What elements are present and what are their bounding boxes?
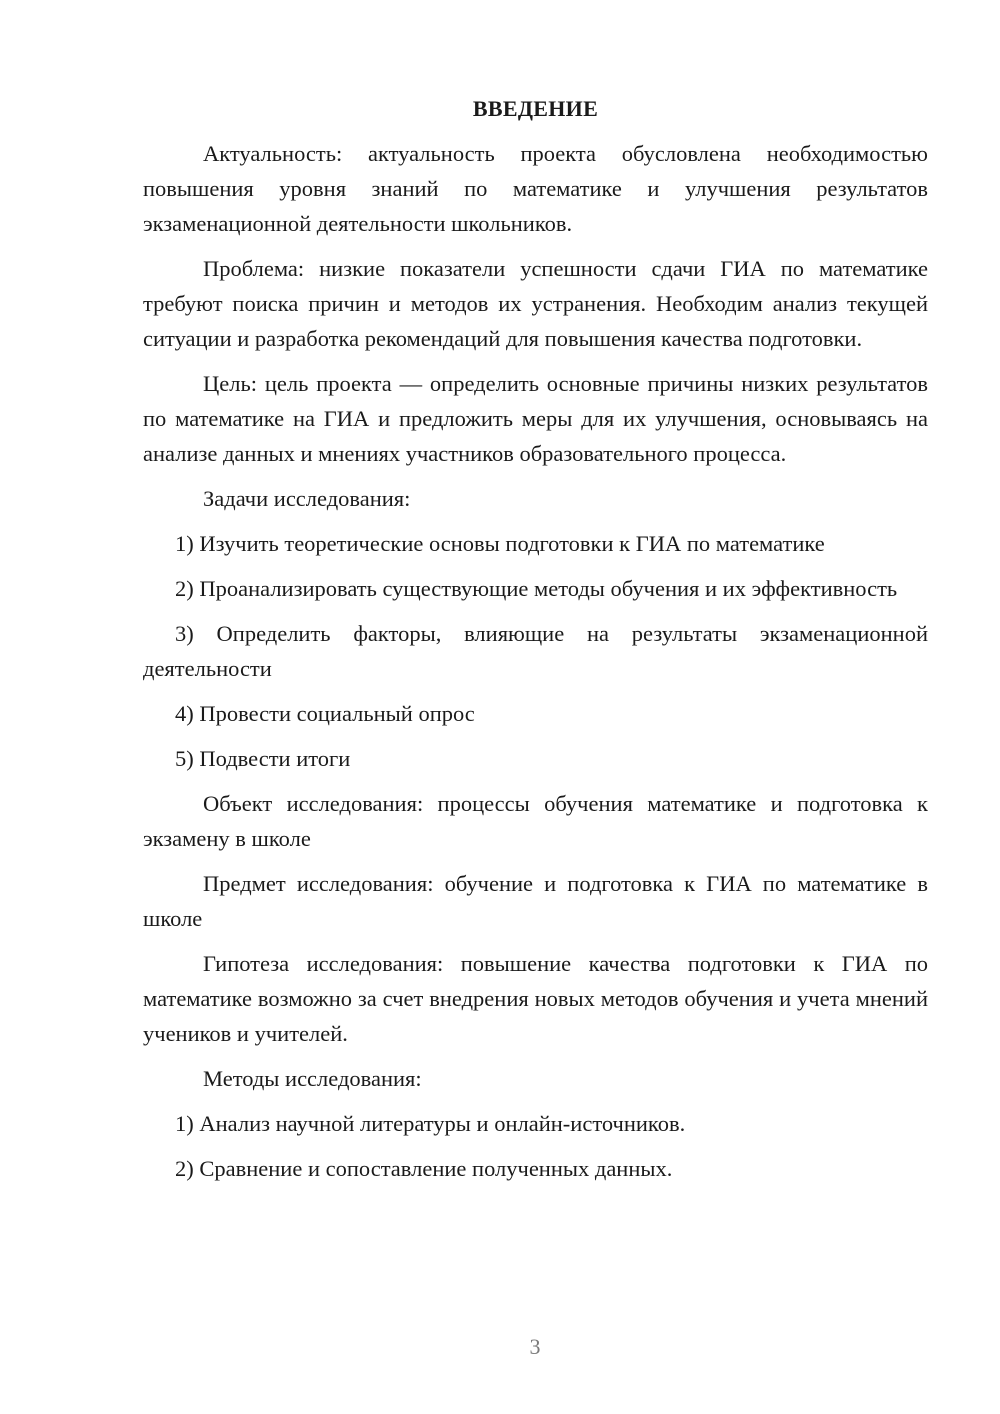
tasks-heading: Задачи исследования:	[203, 486, 411, 511]
task-item-5: 5) Подвести итоги	[175, 746, 351, 771]
section-title: ВВЕДЕНИЕ	[472, 96, 599, 121]
method-item-2: 2) Сравнение и сопоставление полученных данных.	[175, 1156, 673, 1181]
hypothesis-paragraph: Гипотеза исследования: повышение качества подготовки к ГИА по математике возможно за счет внедрения новых методов обучения и учета мнений учеников и учителей.	[143, 951, 928, 1046]
subject-paragraph: Предмет исследования: обучение и подготовка к ГИА по математике в школе	[143, 871, 928, 931]
task-item-1: 1) Изучить теоретические основы подготовки к ГИА по математике	[175, 531, 825, 556]
page-number: 3	[529, 1334, 541, 1359]
task-item-4: 4) Провести социальный опрос	[175, 701, 475, 726]
problem-paragraph: Проблема: низкие показатели успешности сдачи ГИА по математике требуют поиска причин и методов их устранения. Необходим анализ текущей ситуации и разработка рекомендаций для повышения качества подготовки.	[143, 256, 928, 351]
task-item-3: 3) Определить факторы, влияющие на результаты экзаменационной деятельности	[143, 621, 928, 681]
object-paragraph: Объект исследования: процессы обучения математике и подготовка к экзамену в школе	[143, 791, 928, 851]
goal-paragraph: Цель: цель проекта — определить основные причины низких результатов по математике на ГИА и предложить меры для их улучшения, основываясь на анализе данных и мнениях участников образовательного процесса.	[143, 371, 928, 466]
method-item-1: 1) Анализ научной литературы и онлайн-источников.	[175, 1111, 686, 1136]
relevance-paragraph: Актуальность: актуальность проекта обусловлена необходимостью повышения уровня знаний по математике и улучшения результатов экзаменационной деятельности школьников.	[143, 141, 928, 236]
methods-heading: Методы исследования:	[203, 1066, 422, 1091]
task-item-2: 2) Проанализировать существующие методы обучения и их эффективность	[175, 576, 898, 601]
document-page	[143, 92, 928, 1196]
